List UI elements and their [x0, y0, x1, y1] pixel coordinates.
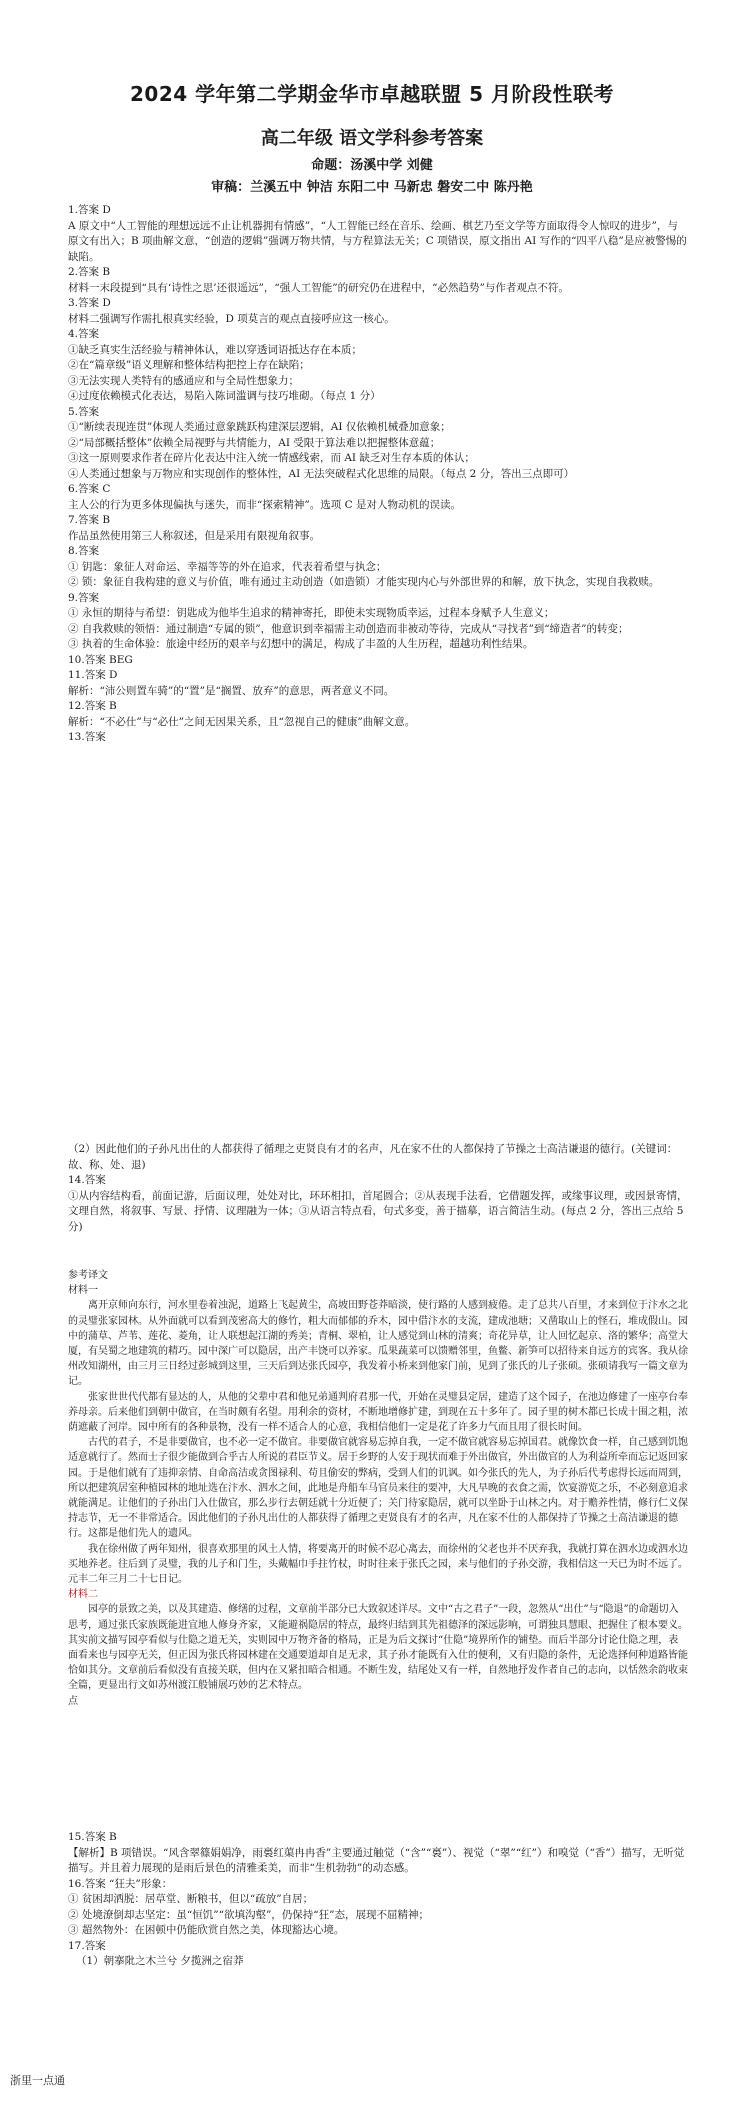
answer-line: 13.答案 [68, 731, 106, 743]
answer-line: 6.答案 C [68, 483, 111, 495]
answer-line: ①“断续表现连贯”体现人类通过意象跳跃构建深层逻辑，AI 仅依赖机械叠加意象； [68, 421, 451, 433]
author-line: 命题：汤溪中学 刘健 [311, 158, 433, 173]
reference-translation [68, 1268, 688, 1709]
translation-paragraph: 离开京师向东行，河水里卷着浊泥，道路上飞起黄尘，高坡田野苍莽暗淡，使行路的人感到疲倦。走了总共八百里，才来到位于汴水之北的灵璧张家园林。从外面就可以看到茂密高大的修竹，粗大而郁郁的乔木，园中借汴水的支流，建成池塘；又凿取山上的怪石，堆成假山。园中的蒲草、芦苇、莲花、菱角，让人联想起江湖的秀美；青桐、翠柏，让人感觉到山林的清爽；奇花异草，让人回忆起京、洛的繁华；高堂大厦，有吴蜀之地建筑的精巧。园中深广可以隐居，出产丰饶可以养家。瓜果蔬菜可以馈赠邻里，鱼鳖、新笋可以招待来自远方的宾客。我从徐州改知湖州，由三月三日经过彭城到这里，三天后到达张氏园亭，我发着小桥来到他家门前，见到了张氏的儿子张硕。张硕请我写一篇文章为记。 [68, 1300, 688, 1388]
answer-line: ④人类通过想象与万物应和实现创作的整体性，AI 无法突破程式化思维的局限。（每点 2 分，答出三点即可） [68, 467, 575, 480]
answer-line: ②“局部概括整体”依赖全局视野与共情能力，AI 受限于算法难以把握整体意蕴； [68, 436, 441, 449]
answer-line: ①从内容结构看，前面记游，后面议理，处处对比，环环相扣，首尾圆合；②从表现手法看，它借题发挥，或缘事议理，或因景寄情，文理自然，将叙事、写景、抒情、议理融为一体；③从语言特点看，句式多变，善于描摹，语言简洁生动。(每点 2 分，答出三点给 5 分) [68, 1189, 688, 1233]
answer-line: 【解析】B 项错误。“风含翠篠娟娟净，雨裛红蕖冉冉香”主要通过触觉（“含”“裛”）、视觉（“翠”“红”）和嗅觉（“香”）描写，无听觉描写。并且着力展现的是雨后景色的清雅柔美，而非“生机勃勃”的动态感。 [68, 1846, 685, 1874]
answer-line: 5.答案 [68, 405, 100, 418]
translation-paragraph: 古代的君子，不是非要做官，也不必一定不做官。非要做官就容易忘掉自我，一定不做官就容易忘掉国君。就像饮食一样，自己感到饥饱适意就行了。然而士子很少能做到合乎古人所说的君臣节义。居于乡野的人安于现状而难于外出做官，外出做官的人为利益所牵而忘记返回家园。于是他们就有了违抑亲情、自命高洁或贪图禄利、苟且偷安的弊病，受到人们的讥讽。如今张氏的先人，为子孙后代考虑得长远而周到，所以把建筑居室种植园林的地址选在汴水、泗水之间，此地是舟船车马官员来往的要冲，大凡早晚的衣食之需，饮宴游览之乐，不必刻意追求就能满足。让他们的子孙出门入仕做官，那么步行去朝廷就十分近便了；关门待家隐居，就可以坐卧于山林之内。对于赡养性情，修行仁义保持志节，无一不非常适合。因此他们的子孙凡出仕的人都获得了循理之吏贤良有才的名声，凡在家不仕的人都保持了节操之士高洁谦退的德行。这都是他们先人的遗风。 [68, 1437, 688, 1540]
answer-line: ④过度依赖模式化表达，易陷入陈词滥调与技巧堆砌。（每点 1 分） [68, 390, 381, 402]
answer-line: 解析：“沛公则置车骑”的“置”是“搁置、放弃”的意思，两者意义不同。 [68, 684, 395, 697]
answer-line: A 原文中“人工智能的理想远远不止让机器拥有情感”，“人工智能已经在音乐、绘画、棋艺乃至文学等方面取得令人惊叹的进步”，与原文有出入；B 项曲解文意，“创造的逻辑”强调万物共情，与方程算法无关；C 项错误，原文指出 AI 写作的“四平八稳”是应被警惕的缺陷。 [68, 219, 687, 263]
translation-tail: 点 [68, 1695, 78, 1707]
answer-line: ① 贫困却洒脱：居草堂、断粮书，但以“疏放”自居； [68, 1893, 314, 1905]
answer-line: 12.答案 B [68, 700, 117, 712]
answer-line: ② 锁：象征自我构建的意义与价值，唯有通过主动创造（如造锁）才能实现内心与外部世界的和解，放下执念，实现自我救赎。 [68, 576, 660, 588]
answers-part-2 [68, 1142, 688, 1235]
answer-line: ③无法实现人类特有的感通应和与全局性想象力； [68, 374, 299, 387]
answer-line: 作品虽然使用第三人称叙述，但是采用有限视角叙事。 [68, 529, 320, 542]
answer-line: ① 钥匙：象征人对命运、幸福等等的外在追求，代表着希望与执念； [68, 560, 387, 573]
answers-part-1 [68, 203, 688, 746]
answer-line: ② 自我救赎的领悟：通过制造“专属的锁”，他意识到幸福需主动创造而非被动等待，完成从“寻找者”到“缔造者”的转变； [68, 622, 629, 635]
answer-line: 2.答案 B [68, 266, 111, 278]
answer-line: 14.答案 [68, 1174, 106, 1186]
answer-line: 11.答案 D [68, 669, 118, 681]
answer-line: ③ 执着的生命体验：旅途中经历的艰辛与幻想中的满足，构成了丰盈的人生历程，超越功利性结果。 [68, 638, 534, 650]
answers-part-3 [68, 1830, 688, 1970]
answer-line: ① 永恒的期待与希望：钥匙成为他毕生追求的精神寄托，即使未实现物质幸运，过程本身赋予人生意义； [68, 607, 555, 619]
page-subtitle: 高二年级 语文学科参考答案 [260, 128, 484, 149]
answer-line: 17.答案 [68, 1939, 106, 1952]
material-2-label: 材料二 [68, 1589, 98, 1601]
page-title: 2024 学年第二学期金华市卓越联盟 5 月阶段性联考 [130, 82, 614, 106]
answer-line: 10.答案 BEG [68, 653, 133, 666]
answer-line: ②在“篇章级”语义理解和整体结构把控上存在缺陷； [68, 359, 310, 371]
reviewers-line: 审稿：兰溪五中 钟洁 东阳二中 马新忠 磐安二中 陈丹艳 [211, 180, 533, 195]
answer-line: 材料一末段提到“具有‘诗性之思’还很遥远”，“强人工智能”的研究仍在进程中，“必然趋势”与作者观点不符。 [68, 281, 569, 294]
answer-line: 16.答案 “狂夫”形象： [68, 1877, 173, 1890]
answer-line: 1.答案 D [68, 204, 111, 216]
answer-line: 解析：“不必仕”与“必仕”之间无因果关系，且“忽视自己的健康”曲解文意。 [68, 715, 416, 728]
answer-line: ③这一原则要求作者在碎片化表达中注入统一情感线索，而 AI 缺乏对生存本质的体认； [68, 452, 475, 464]
answer-line: ② 处境潦倒却志坚定：虽“恒饥”“欲填沟壑”，仍保持“狂”态，展现不屈精神； [68, 1908, 430, 1921]
answer-line: 3.答案 D [68, 297, 111, 309]
answer-line: （1）朝搴阰之木兰兮 夕揽洲之宿莽 [76, 1955, 244, 1967]
answer-line: 9.答案 [68, 591, 100, 604]
translation-paragraph: 园亭的景致之美，以及其建造、修缮的过程，文章前半部分已大致叙述详尽。文中“古之君子”一段，忽然从“出仕”与“隐退”的命题切入思考，通过张氏家族既能进宜地人修身齐家，又能避祸隐居的特点，最终归结到其先祖德泽的深远影响，可谓独具慧眼、把握住了根本要义。其实前文描写园亭看似与仕隐之道无关，实则园中万物齐备的格局，正是为后文探讨“仕隐”境界所作的铺垫。而后半部分讨论仕隐之理，表面看来也与园亭无关，但正因为张氏将园林建在交通要道却自足无求，其子孙才能既有入仕的便利，又有归隐的条件，无论选择何种道路皆能恰如其分。文章前后看似没有直接关联，但内在又紧扣暗合相通。不断生发，结尾处又有一样，自然地抒发作者自己的志向，以恬然余韵收束全篇，更显出行文如苏州渡江般铺展巧妙的艺术特点。 [68, 1604, 688, 1692]
answer-line: 主人公的行为更多体现偏执与迷失，而非“探索精神”。选项 C 是对人物动机的误读。 [68, 498, 461, 511]
answer-line: 7.答案 B [68, 514, 111, 526]
material-1-label: 材料一 [68, 1285, 98, 1297]
answer-line: 8.答案 [68, 545, 100, 557]
translation-paragraph: 我在徐州做了两年知州，很喜欢那里的风土人情，将要离开的时候不忍心离去，而徐州的父老也并不厌弃我，我就打算在泗水边或泗水边买地养老。往后到了灵璧，我的儿子和门生，头戴幅巾手拄竹杖，时时往来于张氏之园，来与他们的子孙交游，我相信这一天已为时不远了。元丰二年三月二十七日记。 [68, 1543, 688, 1586]
answer-line: （2）因此他们的子孙凡出仕的人都获得了循理之吏贤良有才的名声，凡在家不仕的人都保持了节操之士高洁谦退的德行。(关键词：故、称、处、退) [68, 1143, 678, 1171]
footer-watermark: 浙里一点通 [10, 2074, 65, 2087]
answer-line: ③ 超然物外：在困顿中仍能欣赏自然之美，体现豁达心境。 [68, 1924, 345, 1936]
translation-heading: 参考译文 [68, 1270, 108, 1281]
answer-line: 4.答案 [68, 328, 100, 340]
translation-paragraph: 张家世世代代都有显达的人，从他的父辈中君和他兄弟通判府君那一代，开始在灵璧县定居，建造了这个园子，在池边修建了一座亭台奉养母亲。后来他们到朝中做官，在当时颇有名望。用利余的资材，不断地增修扩建，到现在五十多年了。园子里的树木都已长成十围之粗，浓荫遮蔽了河岸。园中所有的各种景物，没有一样不适合人的心意，我相信他们一定是花了许多力气而且用了很长时间。 [68, 1391, 688, 1434]
answer-line: 15.答案 B [68, 1831, 117, 1843]
answer-line: ①缺乏真实生活经验与精神体认，难以穿透词语抵达存在本质； [68, 343, 362, 356]
answer-line: 材料二强调写作需扎根真实经验，D 项莫言的观点直接呼应这一核心。 [68, 312, 395, 325]
